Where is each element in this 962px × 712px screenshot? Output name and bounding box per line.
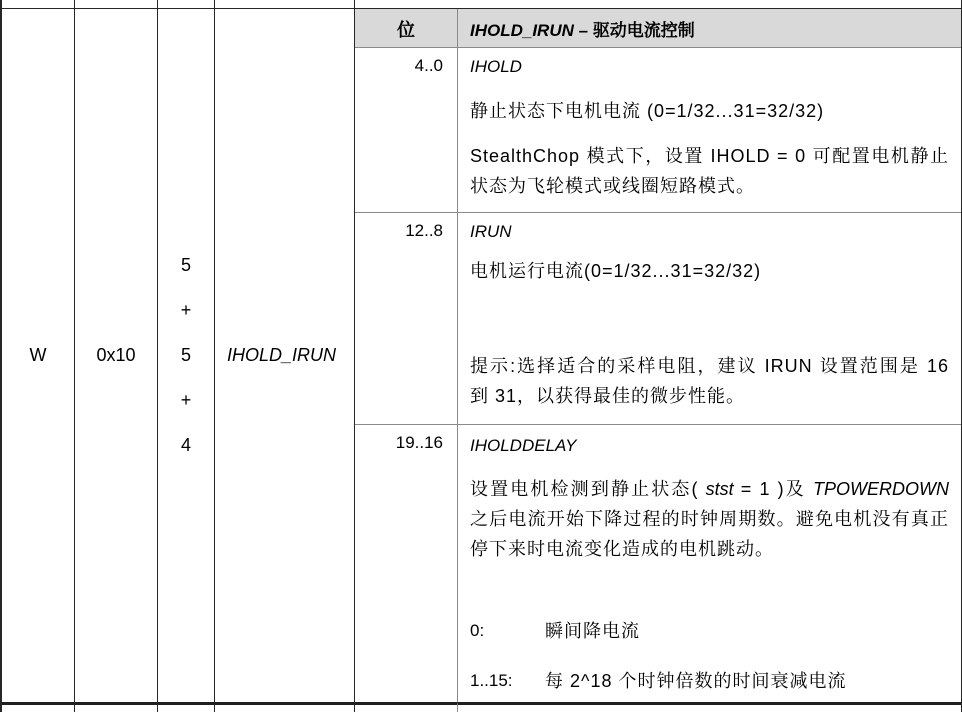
table-edge-cell xyxy=(75,0,158,9)
value-text: 每 2^18 个时钟倍数的时间衰减电流 xyxy=(545,671,847,691)
value-text: 瞬间降电流 xyxy=(545,621,640,641)
table-edge-cell xyxy=(2,0,75,9)
field-name: IHOLD xyxy=(470,57,522,76)
bit-size-part: + xyxy=(180,300,192,320)
field-paragraph: 提示:选择适合的采样电阻，建议 IRUN 设置范围是 16 到 31，以获得最佳的微步性能。 xyxy=(470,356,949,406)
register-title-name: IHOLD_IRUN xyxy=(470,21,574,40)
paragraph-segment: = 1 )及 xyxy=(733,479,813,499)
register-title-cell xyxy=(458,9,961,48)
table-edge-cell xyxy=(355,702,458,712)
bit-size-part: 5 xyxy=(180,255,191,275)
bit-size-cell xyxy=(158,9,215,702)
bit-size-part: 5 xyxy=(180,345,191,365)
bits-column-header xyxy=(355,9,458,48)
field-paragraph xyxy=(470,474,949,564)
table-edge-cell xyxy=(2,702,75,712)
access-mode-value: W xyxy=(29,345,47,365)
table-edge-cell xyxy=(215,702,355,712)
value-label: 1..15: xyxy=(470,671,513,690)
table-edge-cell xyxy=(158,0,215,9)
value-row xyxy=(470,616,949,646)
field-paragraph: 电机运行电流(0=1/32...31=32/32) xyxy=(470,261,762,281)
bit-size-part: + xyxy=(180,390,192,410)
value-label: 0: xyxy=(470,621,485,640)
bit-range-value: 19..16 xyxy=(395,433,443,452)
paragraph-segment: 设置电机检测到静止状态( xyxy=(470,479,706,499)
paragraph-segment-italic: TPOWERDOWN xyxy=(813,479,949,499)
paragraph-segment: 之后电流开始下降过程的时钟周期数。避免电机没有真正停下来时电流变化造成的电机跳动。 xyxy=(470,509,949,559)
field-description-cell xyxy=(458,213,961,425)
bit-range-cell xyxy=(355,48,458,213)
field-paragraph: 静止状态下电机电流 (0=1/32...31=32/32) xyxy=(470,101,825,121)
access-mode-cell xyxy=(2,9,75,702)
paragraph-segment-italic: stst xyxy=(705,479,734,499)
bits-header-label: 位 xyxy=(397,20,415,40)
field-description-cell xyxy=(458,425,961,702)
bit-range-value: 4..0 xyxy=(414,56,443,75)
register-name-value: IHOLD_IRUN xyxy=(227,345,337,365)
bit-size-stack xyxy=(181,243,192,468)
address-value: 0x10 xyxy=(96,345,136,365)
address-cell xyxy=(75,9,158,702)
register-title-separator: – xyxy=(573,21,593,40)
register-title-desc: 驱动电流控制 xyxy=(592,21,695,40)
field-name: IHOLDDELAY xyxy=(470,436,577,455)
register-name-cell xyxy=(215,9,355,702)
field-description-cell xyxy=(458,48,961,213)
table-edge-cell xyxy=(458,702,961,712)
table-edge-cell xyxy=(355,0,961,9)
bit-size-part: 4 xyxy=(180,435,191,455)
table-edge-cell xyxy=(215,0,355,9)
table-edge-cell xyxy=(158,702,215,712)
value-list xyxy=(470,616,949,696)
field-name: IRUN xyxy=(470,222,512,241)
table-edge-cell xyxy=(75,702,158,712)
bit-range-cell xyxy=(355,425,458,702)
value-row xyxy=(470,666,949,696)
bit-range-value: 12..8 xyxy=(405,221,443,240)
field-paragraph: StealthChop 模式下，设置 IHOLD = 0 可配置电机静止状态为飞轮模式或线圈短路模式。 xyxy=(470,146,949,196)
bit-range-cell xyxy=(355,213,458,425)
